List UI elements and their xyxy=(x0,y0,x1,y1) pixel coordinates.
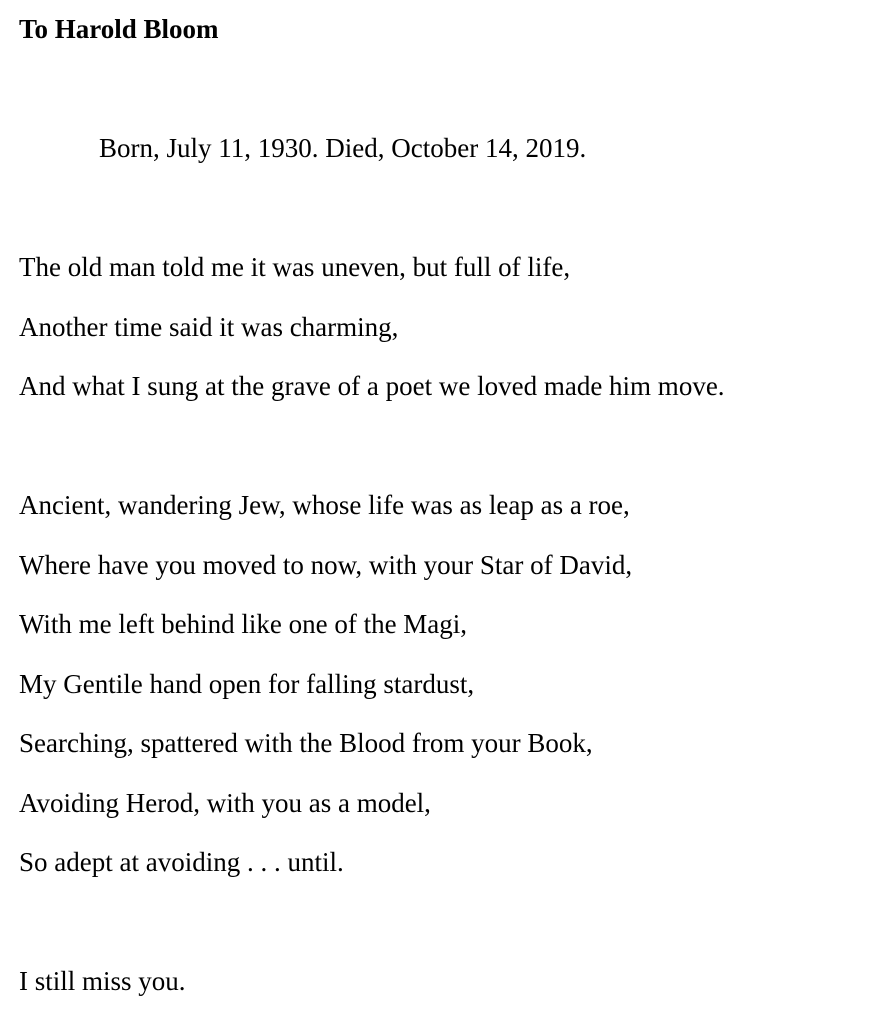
poem-line: Where have you moved to now, with your Star of David, xyxy=(19,549,633,580)
blank-line xyxy=(19,417,860,477)
poem-line: Avoiding Herod, with you as a model, xyxy=(19,787,431,818)
blank-line xyxy=(19,179,860,239)
poem-line: Searching, spattered with the Blood from your Book, xyxy=(19,728,593,758)
poem-line: The old man told me it was uneven, but full of life, xyxy=(19,252,571,282)
poem-line: And what I sung at the grave of a poet we loved made him move. xyxy=(19,371,725,401)
poem-epigraph: Born, July 11, 1930. Died, October 14, 2019. xyxy=(99,133,587,163)
blank-line xyxy=(19,60,860,120)
blank-line xyxy=(19,893,860,953)
poem-line: So adept at avoiding . . . until. xyxy=(19,847,344,877)
poem-line: Ancient, wandering Jew, whose life was as leap as a roe, xyxy=(19,490,630,520)
poem-title: To Harold Bloom xyxy=(19,14,219,44)
poem-line: I still miss you. xyxy=(19,966,186,996)
poem-line: My Gentile hand open for falling stardust, xyxy=(19,668,475,699)
poem-line: With me left behind like one of the Magi, xyxy=(19,609,468,639)
poem-line: Another time said it was charming, xyxy=(19,311,399,342)
